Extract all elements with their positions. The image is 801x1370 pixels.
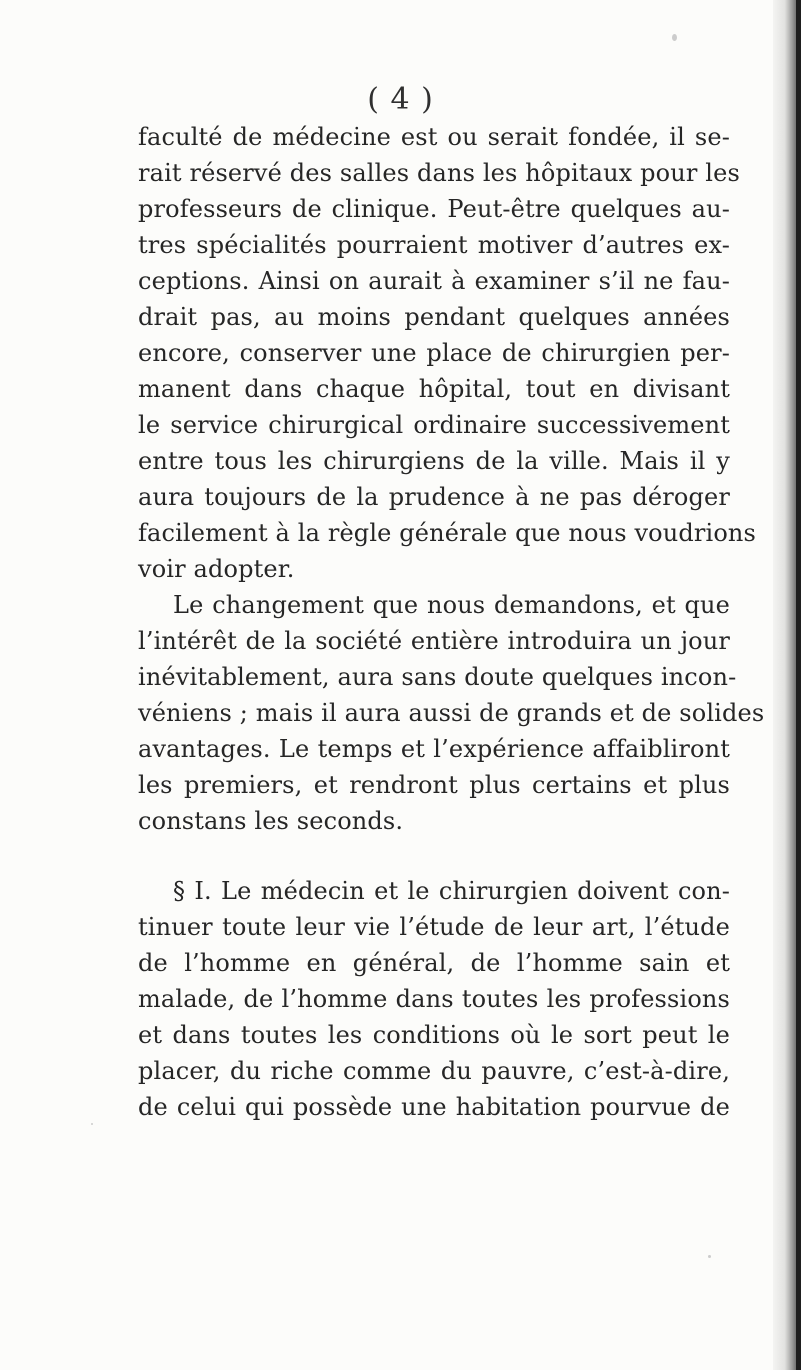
paper-speck bbox=[91, 1123, 93, 1125]
text-line-20: constans les seconds. bbox=[138, 807, 404, 835]
paper-speck bbox=[672, 34, 677, 41]
text-line-27: de celui qui possède une habitation pourvue de bbox=[138, 1093, 730, 1121]
text-line-21: § I. Le médecin et le chirurgien doivent con- bbox=[173, 877, 730, 905]
text-line-4: tres spécialités pourraient motiver d’autres ex- bbox=[138, 231, 730, 259]
text-line-25: et dans toutes les conditions où le sort peut le bbox=[138, 1021, 730, 1049]
page-number: ( 4 ) bbox=[367, 82, 434, 117]
text-line-17: véniens ; mais il aura aussi de grands et de solides bbox=[138, 699, 765, 727]
text-line-6: drait pas, au moins pendant quelques années bbox=[138, 303, 730, 331]
text-line-2: rait réservé des salles dans les hôpitaux pour les bbox=[138, 159, 740, 187]
text-line-7: encore, conserver une place de chirurgien per- bbox=[138, 339, 730, 367]
text-line-18: avantages. Le temps et l’expérience affaibliront bbox=[138, 735, 730, 763]
text-line-11: aura toujours de la prudence à ne pas déroger bbox=[138, 483, 730, 511]
text-line-3: professeurs de clinique. Peut-être quelques au- bbox=[138, 195, 730, 223]
body-text bbox=[0, 118, 801, 1218]
text-line-10: entre tous les chirurgiens de la ville. Mais il y bbox=[138, 447, 730, 475]
text-line-24: malade, de l’homme dans toutes les professions bbox=[138, 985, 730, 1013]
text-line-16: inévitablement, aura sans doute quelques incon- bbox=[138, 663, 737, 691]
text-line-5: ceptions. Ainsi on aurait à examiner s’il ne fau- bbox=[138, 267, 730, 295]
text-line-26: placer, du riche comme du pauvre, c’est-à-dire, bbox=[138, 1057, 730, 1085]
text-line-19: les premiers, et rendront plus certains et plus bbox=[138, 771, 730, 799]
text-line-8: manent dans chaque hôpital, tout en divisant bbox=[138, 375, 730, 403]
text-line-14: Le changement que nous demandons, et que bbox=[173, 591, 730, 619]
text-line-12: facilement à la règle générale que nous voudrions bbox=[138, 519, 757, 547]
text-line-13: voir adopter. bbox=[138, 555, 295, 583]
paper-speck bbox=[708, 1255, 711, 1258]
text-line-23: de l’homme en général, de l’homme sain et bbox=[138, 949, 730, 977]
book-binding-edge bbox=[796, 0, 801, 1370]
text-line-22: tinuer toute leur vie l’étude de leur art, l’étude bbox=[138, 913, 730, 941]
text-line-1: faculté de médecine est ou serait fondée, il se- bbox=[138, 123, 730, 151]
text-line-15: l’intérêt de la société entière introduira un jour bbox=[138, 627, 730, 655]
text-line-9: le service chirurgical ordinaire successivement bbox=[138, 411, 730, 439]
